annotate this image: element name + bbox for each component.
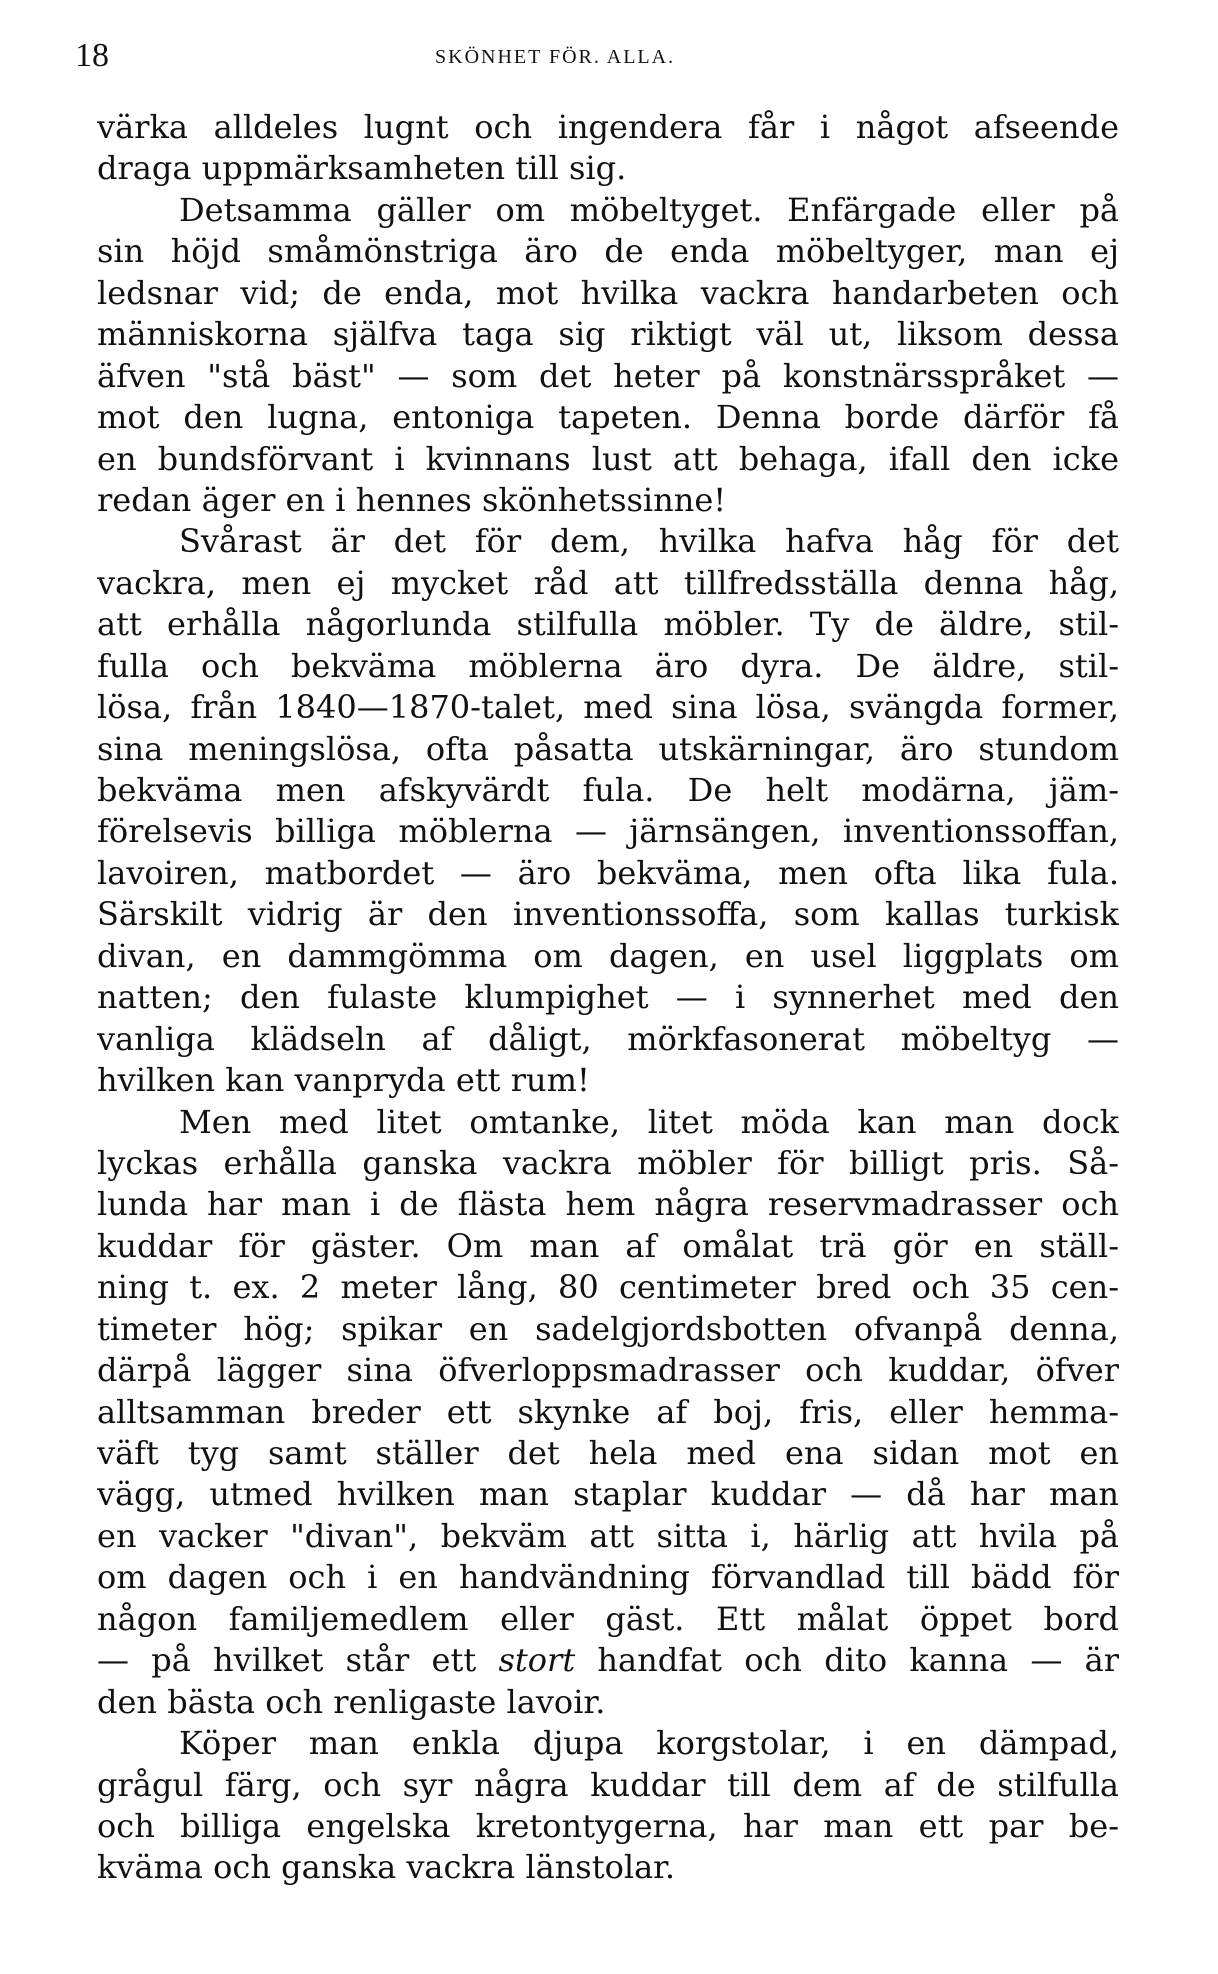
text-line: ledsnar vid; de enda, mot hvilka vackra handarbeten och	[97, 273, 1119, 312]
text-line: mot den lugna, entoniga tapeten. Denna borde därför få	[97, 398, 1119, 437]
text-line: kuddar för gäster. Om man af omålat trä gör en ställ-	[97, 1226, 1119, 1265]
text-line: människorna själfva taga sig riktigt väl ut, liksom dessa	[97, 315, 1119, 354]
text-line: någon familjemedlem eller gäst. Ett målat öppet bord	[97, 1599, 1119, 1638]
text-line: Svårast är det för dem, hvilka hafva håg för det	[179, 522, 1119, 561]
text-line: kväma och ganska vackra länstolar.	[97, 1848, 676, 1887]
italic-word: stort	[498, 1641, 576, 1680]
text-line: en vacker "divan", bekväm att sitta i, härlig att hvila på	[97, 1516, 1119, 1555]
text-segment: — på hvilket står ett	[97, 1641, 499, 1680]
text-line: Men med litet omtanke, litet möda kan man dock	[179, 1102, 1119, 1141]
text-line: sina meningslösa, ofta påsatta utskärningar, äro stundom	[97, 729, 1119, 768]
text-line: vanliga klädseln af dåligt, mörkfasonerat möbeltyg —	[97, 1019, 1119, 1058]
text-line: Detsamma gäller om möbeltyget. Enfärgade eller på	[179, 190, 1119, 229]
text-line: och billiga engelska kretontygerna, har man ett par be-	[97, 1806, 1119, 1845]
text-line: fulla och bekväma möblerna äro dyra. De äldre, stil-	[97, 646, 1119, 685]
page-number: 18	[75, 37, 109, 74]
text-line: lavoiren, matbordet — äro bekväma, men ofta lika fula.	[97, 853, 1119, 892]
text-line: redan äger en i hennes skönhetssinne!	[97, 480, 727, 519]
text-line: grågul färg, och syr några kuddar till dem af de stilfulla	[97, 1765, 1119, 1804]
text-line: lösa, från 1840—1870-talet, med sina lösa, svängda former,	[97, 688, 1119, 727]
text-line: väft tyg samt ställer det hela med ena sidan mot en	[97, 1434, 1119, 1472]
text-line: ning t. ex. 2 meter lång, 80 centimeter bred och 35 cen-	[97, 1268, 1119, 1307]
text-line: draga uppmärksamheten till sig.	[97, 149, 627, 188]
text-line: hvilken kan vanpryda ett rum!	[97, 1061, 590, 1100]
page-header	[75, 36, 1150, 76]
text-line: äfven "stå bäst" — som det heter på konstnärsspråket —	[97, 356, 1119, 395]
text-line: alltsamman breder ett skynke af boj, fris, eller hemma-	[97, 1392, 1119, 1431]
text-line: divan, en dammgömma om dagen, en usel liggplats om	[97, 936, 1119, 975]
text-line: timeter hög; spikar en sadelgjordsbotten ofvanpå denna,	[97, 1309, 1119, 1348]
page-body	[97, 107, 1119, 1889]
text-line: därpå lägger sina öfverloppsmadrasser och kuddar, öfver	[97, 1351, 1119, 1390]
text-line: förelsevis billiga möblerna — järnsängen, inventionssoffan,	[97, 812, 1119, 851]
text-line: Särskilt vidrig är den inventionssoffa, som kallas turkisk	[97, 895, 1119, 934]
text-line: Köper man enkla djupa korgstolar, i en dämpad,	[179, 1724, 1119, 1763]
text-line	[97, 1640, 1119, 1681]
text-line: lyckas erhålla ganska vackra möbler för billigt pris. Så-	[97, 1143, 1119, 1182]
text-line: värka alldeles lugnt och ingendera får i något afseende	[97, 108, 1119, 146]
text-line: natten; den fulaste klumpighet — i synnerhet med den	[97, 978, 1119, 1017]
running-title: SKÖNHET FÖR. ALLA.	[435, 46, 676, 68]
text-line: att erhålla någorlunda stilfulla möbler. Ty de äldre, stil-	[97, 605, 1119, 644]
text-line: om dagen och i en handvändning förvandlad till bädd för	[97, 1558, 1119, 1597]
text-line: en bundsförvant i kvinnans lust att behaga, ifall den icke	[97, 439, 1119, 478]
text-segment: handfat och dito kanna — är	[575, 1641, 1119, 1680]
text-line: vägg, utmed hvilken man staplar kuddar — då har man	[97, 1475, 1119, 1514]
text-line: den bästa och renligaste lavoir.	[97, 1682, 606, 1721]
text-line: sin höjd småmönstriga äro de enda möbeltyger, man ej	[97, 232, 1119, 271]
text-line: vackra, men ej mycket råd att tillfredsställa denna håg,	[97, 563, 1119, 602]
text-line: bekväma men afskyvärdt fula. De helt modärna, jäm-	[97, 771, 1119, 809]
text-line: lunda har man i de flästa hem några reservmadrasser och	[97, 1185, 1119, 1224]
